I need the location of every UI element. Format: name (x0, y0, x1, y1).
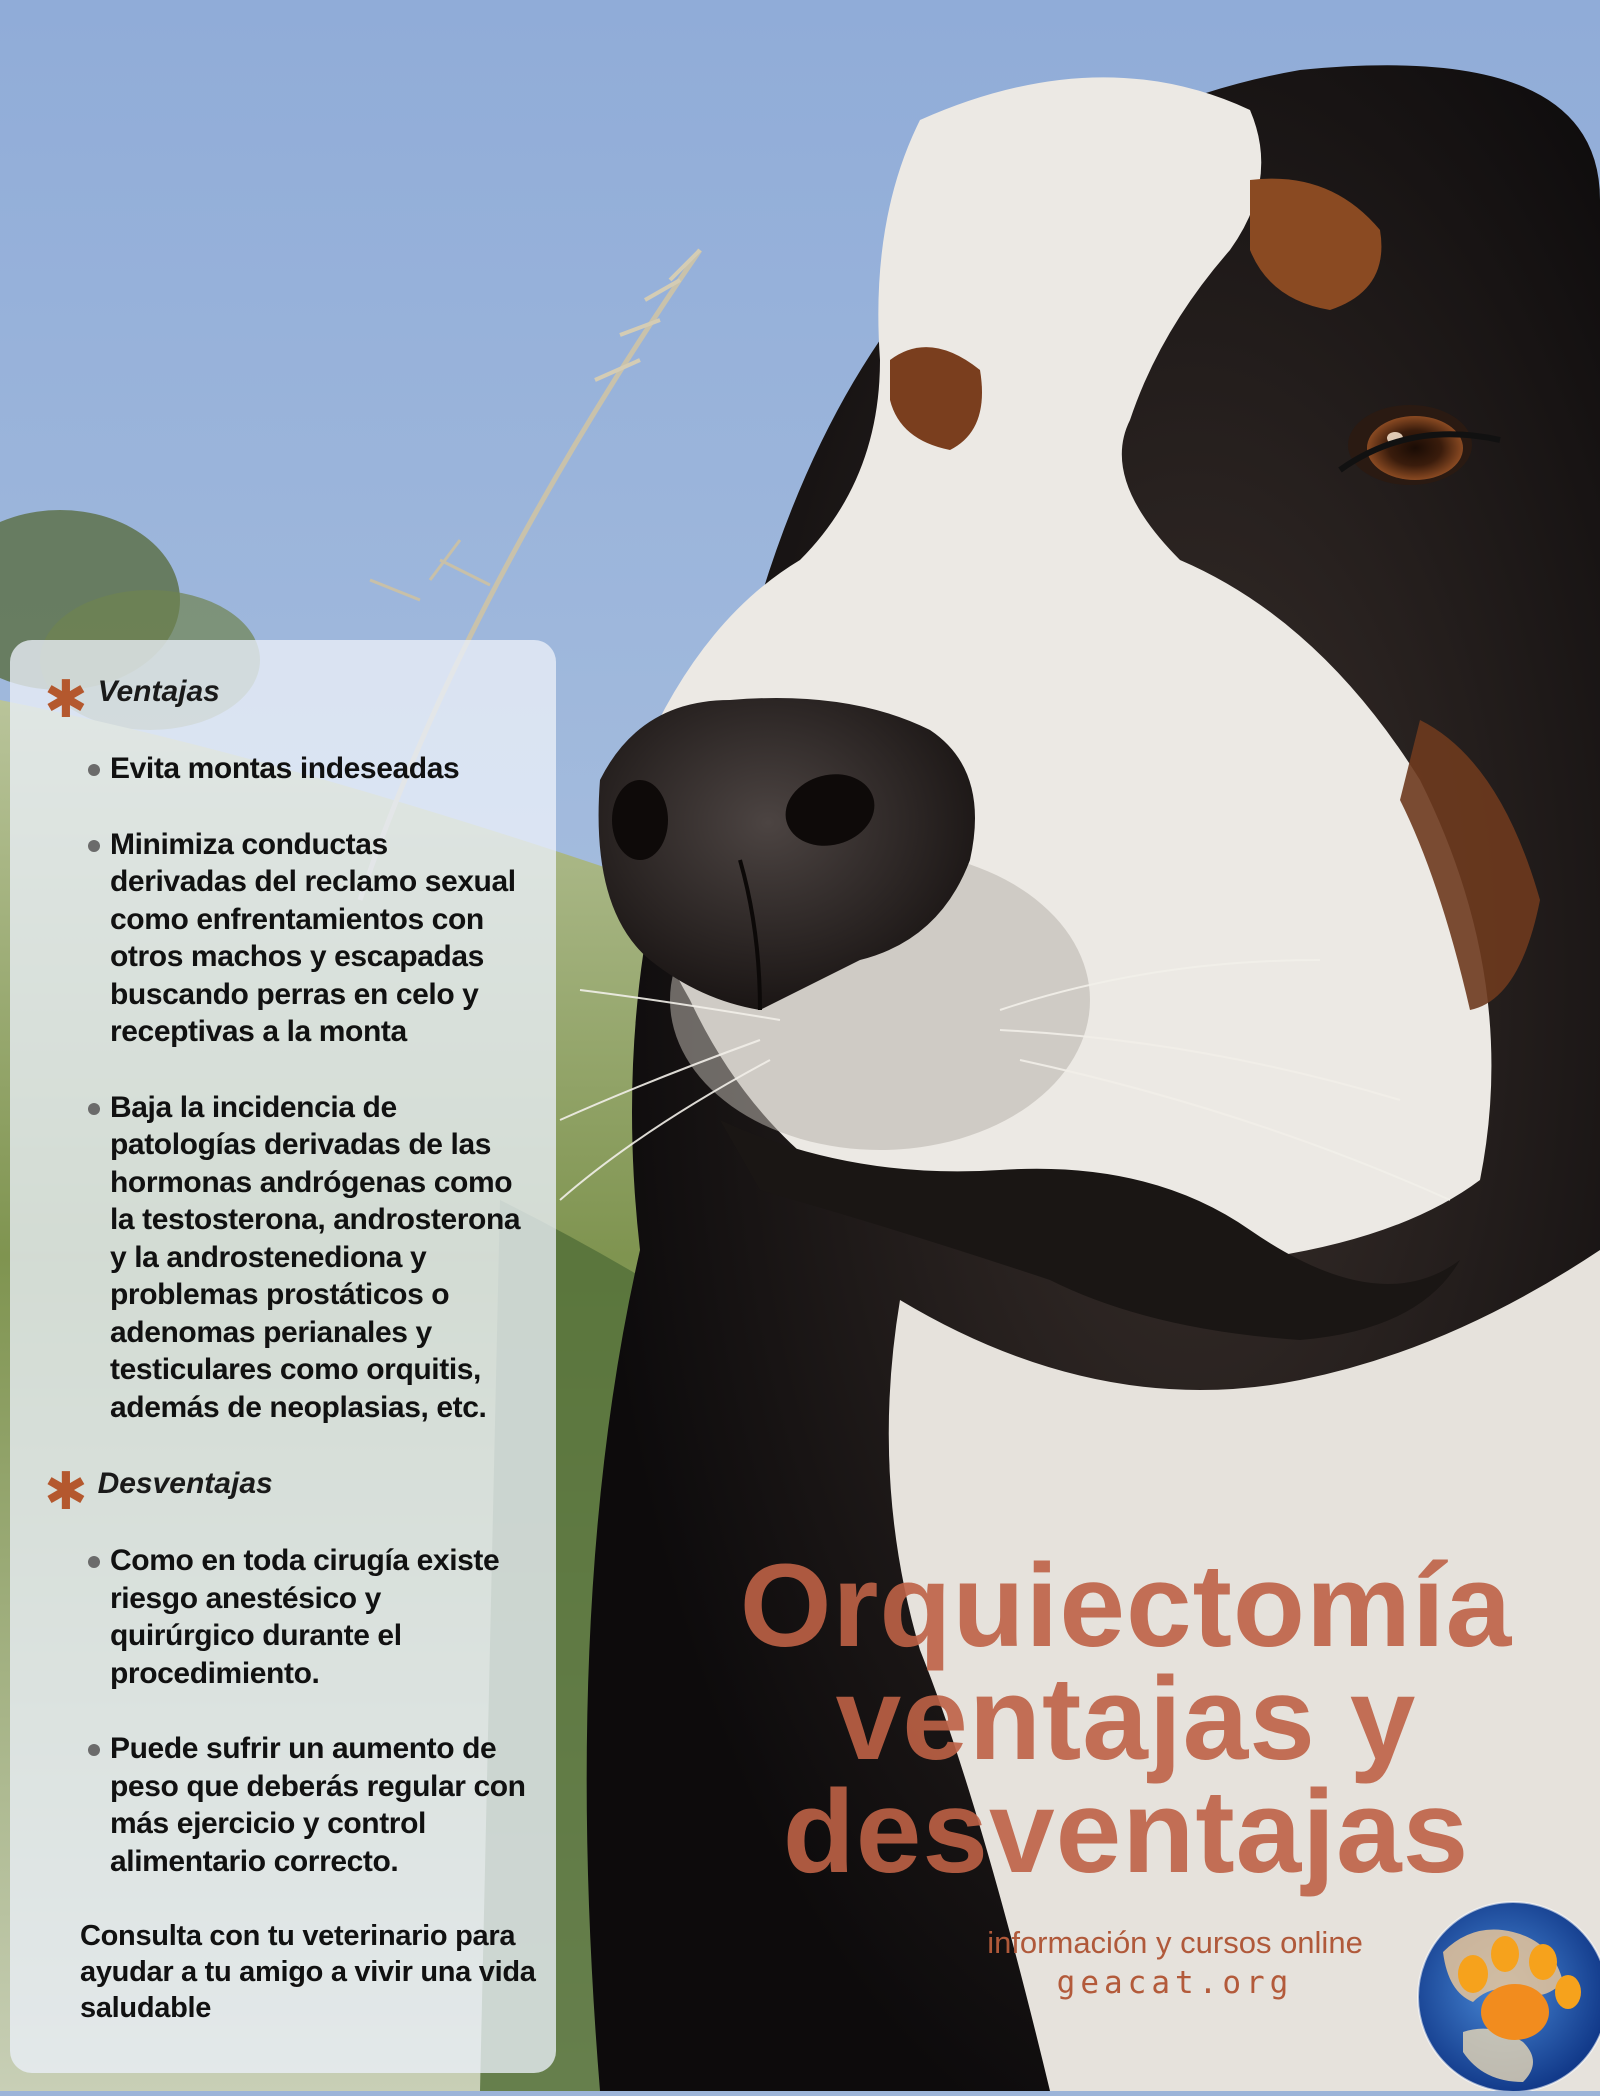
asterisk-icon: ✱ (44, 1462, 88, 1522)
asterisk-icon: ✱ (44, 670, 88, 730)
advantages-list (44, 750, 532, 1426)
list-item: Como en toda cirugía existe riesgo anestésico y quirúrgico durante el procedimiento. (88, 1542, 532, 1692)
tagline: información y cursos online (987, 1925, 1363, 1960)
advantages-title: Ventajas (97, 675, 220, 708)
list-item: Evita montas indeseadas (88, 750, 532, 788)
globe-paw-logo (1403, 1882, 1600, 2091)
closing-note: Consulta con tu veterinario para ayudar a tu amigo a vivir una vida saludable (80, 1920, 536, 2024)
site-link[interactable]: geacat.org (1056, 1965, 1294, 2001)
disadvantages-title: Desventajas (97, 1467, 273, 1500)
title-line-1: Orquiectomía (739, 1540, 1513, 1672)
globe-icon (1403, 1882, 1600, 2091)
page-title (676, 1540, 1576, 1898)
info-panel (10, 640, 556, 2073)
title-line-2: ventajas y (835, 1653, 1417, 1785)
list-item: Puede sufrir un aumento de peso que deberás regular con más ejercicio y control alimentario correcto. (88, 1730, 532, 1880)
disadvantages-list (44, 1542, 532, 1880)
advantages-heading (44, 670, 532, 730)
title-line-3: desventajas (782, 1766, 1470, 1898)
list-item: Baja la incidencia de patologías derivadas de las hormonas andrógenas como la testosterona, androsterona y la androstenediona y problemas prostáticos o adenomas perianales y testiculares como orquitis, además de neoplasias, etc. (88, 1089, 532, 1427)
disadvantages-heading (44, 1462, 532, 1522)
list-item: Minimiza conductas derivadas del reclamo sexual como enfrentamientos con otros machos y escapadas buscando perras en celo y receptivas a la monta (88, 826, 532, 1051)
